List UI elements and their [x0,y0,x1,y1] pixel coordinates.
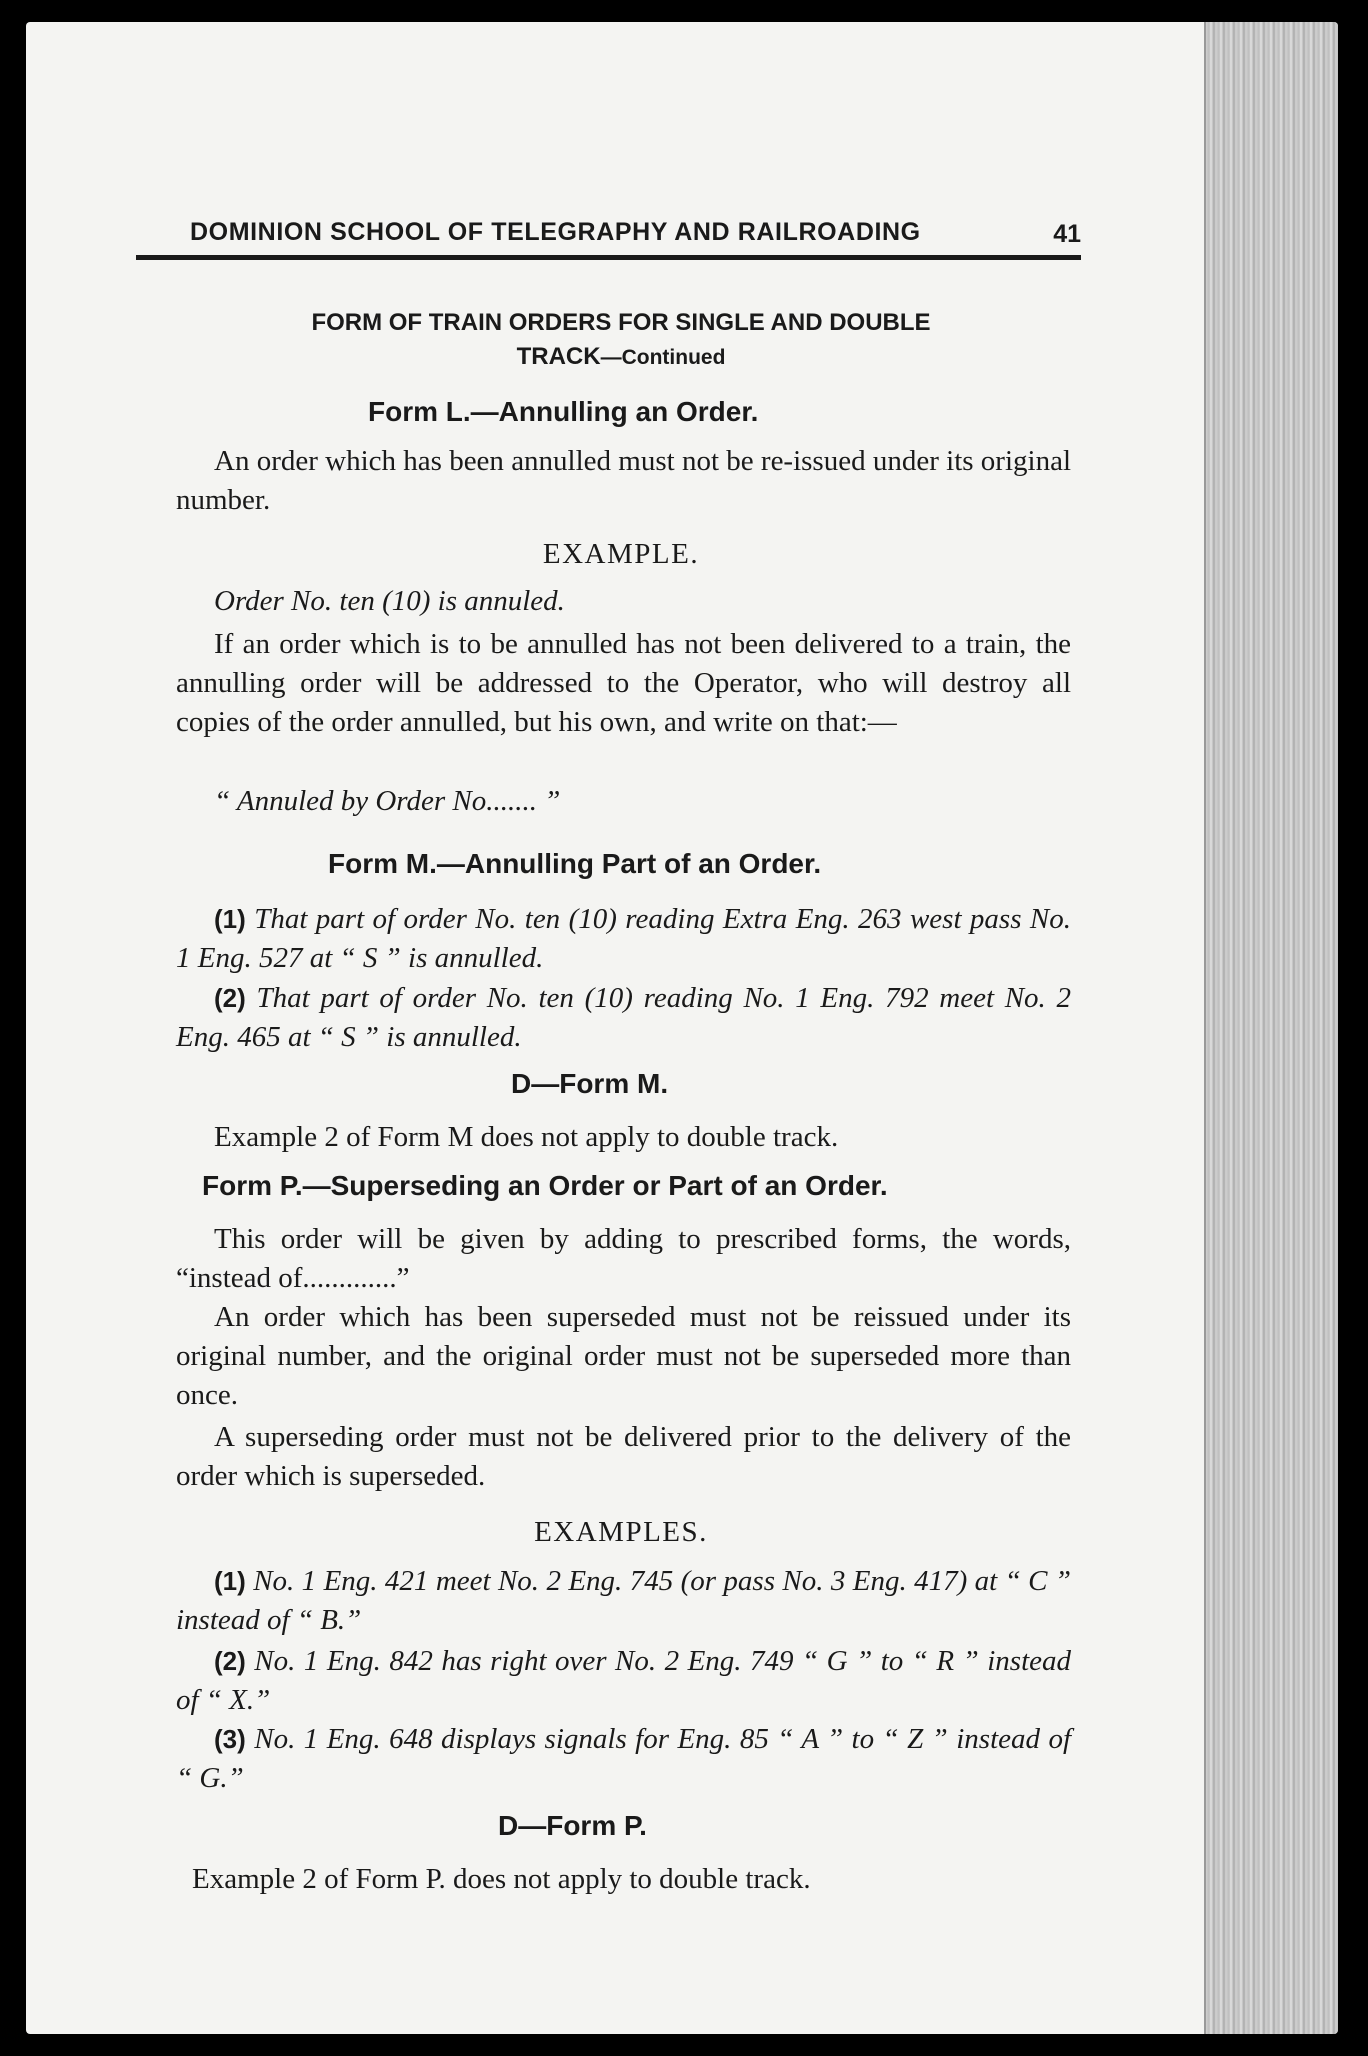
form-p-para1: This order will be given by adding to prescribed forms, the words, “instead of.............” [176,1223,1071,1294]
d-form-p-heading: D—Form P. [498,1810,647,1841]
form-m-example-2-number: (2) [214,983,246,1013]
d-form-p-text: Example 2 of Form P. does not apply to double track. [192,1863,811,1895]
form-p-examples-label: EXAMPLES. [534,1516,708,1548]
form-p-example-1 [176,1562,1071,1640]
form-p-para2: An order which has been superseded must not be reissued under its original number, and the original order must not be superseded more than once. [176,1301,1071,1411]
form-p-para3: A superseding order must not be delivered prior to the delivery of the order which is superseded. [176,1421,1071,1492]
form-m-heading: Form M.—Annulling Part of an Order. [328,848,822,879]
d-form-m-heading: D—Form M. [511,1068,669,1099]
form-l-para2: If an order which is to be annulled has not been delivered to a train, the annulling order will be addressed to the Operator, who will destroy all copies of the order annulled, but his own, and write on that:— [176,628,1071,738]
page-edges [1204,22,1338,2034]
running-header [136,218,1081,260]
form-m-example-2-text: That part of order No. ten (10) reading No. 1 Eng. 792 meet No. 2 Eng. 465 at “ S ” is annulled. [176,982,1072,1053]
form-l-quote: “ Annuled by Order No....... ” [214,785,561,817]
section-title-line2: TRACK [516,343,601,370]
page-number: 41 [1053,220,1081,248]
form-p-example-1-number: (1) [214,1566,246,1596]
form-p-heading: Form P.—Superseding an Order or Part of an Order. [202,1170,888,1201]
form-p-example-3 [176,1720,1071,1798]
form-p-example-3-text: No. 1 Eng. 648 displays signals for Eng. 85 “ A ” to “ Z ” instead of “ G.” [176,1723,1072,1794]
form-p-example-2 [176,1642,1071,1720]
form-l-para1: An order which has been annulled must not be re-issued under its original number. [176,445,1071,516]
d-form-m-text: Example 2 of Form M does not apply to double track. [214,1121,839,1153]
book-page [26,22,1338,2034]
form-m-example-1-number: (1) [214,904,246,934]
form-m-example-1 [176,900,1071,978]
section-title [156,306,1086,375]
form-p-example-2-number: (2) [214,1646,246,1676]
form-m-example-2 [176,979,1071,1057]
form-l-example-label: EXAMPLE. [542,538,700,570]
form-l-heading: Form L.—Annulling an Order. [368,396,759,427]
form-p-example-1-text: No. 1 Eng. 421 meet No. 2 Eng. 745 (or pass No. 3 Eng. 417) at “ C ” instead of “ B.” [176,1565,1072,1636]
form-m-example-1-text: That part of order No. ten (10) reading Extra Eng. 263 west pass No. 1 Eng. 527 at “ S ” is annulled. [176,903,1071,974]
form-p-example-2-text: No. 1 Eng. 842 has right over No. 2 Eng. 749 “ G ” to “ R ” instead of “ X.” [176,1645,1072,1716]
form-l-example: Order No. ten (10) is annuled. [214,585,565,617]
running-title: DOMINION SCHOOL OF TELEGRAPHY AND RAILROADING [190,218,921,246]
form-p-example-3-number: (3) [214,1724,246,1754]
section-title-continued: —Continued [600,346,726,369]
section-title-line1: FORM OF TRAIN ORDERS FOR SINGLE AND DOUBLE [311,309,931,336]
